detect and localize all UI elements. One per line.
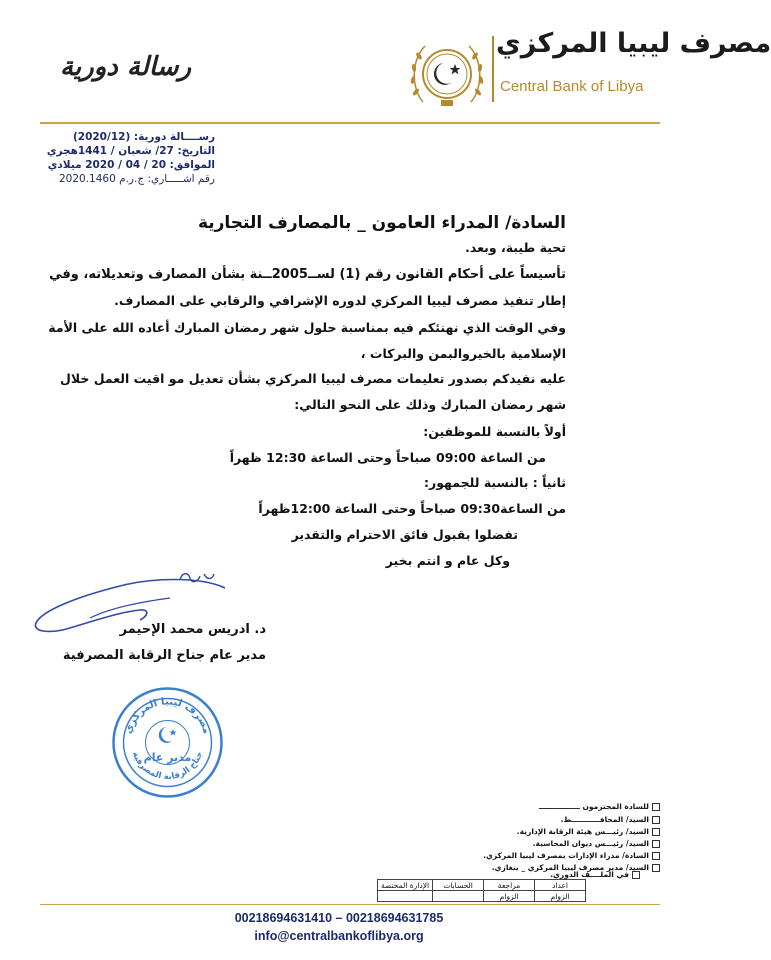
- date-hijri: التاريخ: 27/ شعبان / 1441هجري: [46, 145, 215, 157]
- approval-table: [377, 879, 586, 902]
- bank-name-ar: مصرف ليبيا المركزي: [496, 28, 771, 59]
- distribution-item: السيد/ مدير مصرف ليبيا المركزي _ بنغازي.: [440, 863, 660, 872]
- checkbox-icon: [652, 840, 660, 848]
- checkbox-icon: [652, 828, 660, 836]
- second-hours: من الساعة09:30 صباحاً وحتى الساعة 12:00ظهراً: [258, 501, 566, 516]
- stamp-seal-icon: [110, 685, 225, 800]
- distribution-item: في الملــــف الدوري.: [420, 870, 640, 879]
- table-cell: اعداد: [535, 880, 586, 891]
- table-cell: [378, 891, 433, 902]
- stamp-top-text: مصرف ليبيا المركزي: [122, 696, 212, 736]
- stamp-center-text: مدير عام: [143, 751, 192, 764]
- circular-title: رسالة دورية: [60, 52, 192, 82]
- greeting: تحية طيبة، وبعد.: [465, 240, 566, 255]
- logo-divider: [492, 36, 494, 102]
- svg-text:مصرف ليبيا المركزي: [123, 696, 212, 735]
- table-cell: مراجعة: [484, 880, 535, 891]
- official-stamp: [110, 685, 225, 800]
- paragraph-2-line-2: الإسلامية بالخيروالبمن والبركات ،: [360, 346, 566, 361]
- bank-emblem-icon: [403, 30, 491, 118]
- index-number: رقم اشـــــاري: ج.ر.م 2020.1460: [58, 173, 215, 185]
- table-cell: الحسابات: [433, 880, 484, 891]
- checkbox-icon: [652, 803, 660, 811]
- distribution-item: السيد/ رئيـــس هيئة الرقابة الإدارية.: [440, 827, 660, 836]
- distribution-item: السيد/ المحافـــــــــــظ.: [440, 815, 660, 824]
- checkbox-icon: [652, 852, 660, 860]
- paragraph-1-line-2: إطار تنفيذ مصرف ليبيا المركزي لدوره الإشرافي والرقابي على المصارف.: [114, 293, 566, 308]
- second-heading: ثانياً : بالنسبة للجمهور:: [424, 475, 566, 490]
- addressee: السادة/ المدراء العامون _ بالمصارف التجارية: [197, 213, 566, 233]
- checkbox-icon: [652, 864, 660, 872]
- closing-line: تفضلوا بقبول فائق الاحترام والتقدير: [291, 527, 518, 542]
- table-row: [378, 891, 586, 902]
- wishes-line: وكل عام و انتم بخير: [385, 553, 510, 568]
- distribution-heading: للسادة المحترمون ــــــــــــــــ: [440, 802, 660, 811]
- distribution-item: السيد/ رئيـــس ديوان المحاسبة.: [440, 839, 660, 848]
- first-heading: أولاً بالنسبة للموظفين:: [423, 424, 566, 439]
- table-cell: الإدارة المختصة: [378, 880, 433, 891]
- table-cell: الزوام: [535, 891, 586, 902]
- circular-number: رســــالة دورية: (2020/12): [72, 131, 215, 143]
- stamp-bottom-text: جناح الرقابة المصرفية: [129, 750, 206, 783]
- checkbox-icon: [632, 871, 640, 879]
- paragraph-1-line-1: تأسيساً على أحكام القانون رقم (1) لســ2005ــنة بشأن المصارف وتعديلاته، وفي: [49, 267, 566, 282]
- table-cell: الزوام: [484, 891, 535, 902]
- footer-phones: 00218694631410 – 00218694631785: [234, 911, 444, 925]
- paragraph-3-line-1: عليه نفيدكم بصدور تعليمات مصرف ليبيا المركزي بشأن تعديل مو اقيت العمل خلال: [60, 371, 566, 386]
- table-row: [378, 880, 586, 891]
- signatory-name: د. ادريس محمد الإحيمر: [119, 622, 266, 637]
- header-rule: [40, 122, 660, 124]
- first-hours: من الساعة 09:00 صباحاً وحتى الساعة 12:30 ظهراً: [229, 450, 546, 465]
- paragraph-2-line-1: وفي الوقت الذي نهنئكم فيه بمناسبة حلول شهر رمضان المبارك أعاده الله على الأمة: [48, 320, 566, 335]
- checkbox-icon: [652, 816, 660, 824]
- paragraph-3-line-2: شهر رمضان المبارك وذلك على النحو التالي:: [294, 397, 566, 412]
- signatory-title: مدير عام جناح الرقابة المصرفية: [62, 648, 266, 663]
- footer-rule: [40, 904, 660, 905]
- date-gregorian: الموافق: 20 / 04 / 2020 ميلادي: [47, 159, 215, 171]
- footer-email[interactable]: info@centralbankoflibya.org: [254, 929, 424, 943]
- distribution-item: السادة/ مدراء الإدارات بمصرف ليبيا المركزي.: [440, 851, 660, 860]
- bank-name-en: Central Bank of Libya: [500, 78, 644, 95]
- table-cell: [433, 891, 484, 902]
